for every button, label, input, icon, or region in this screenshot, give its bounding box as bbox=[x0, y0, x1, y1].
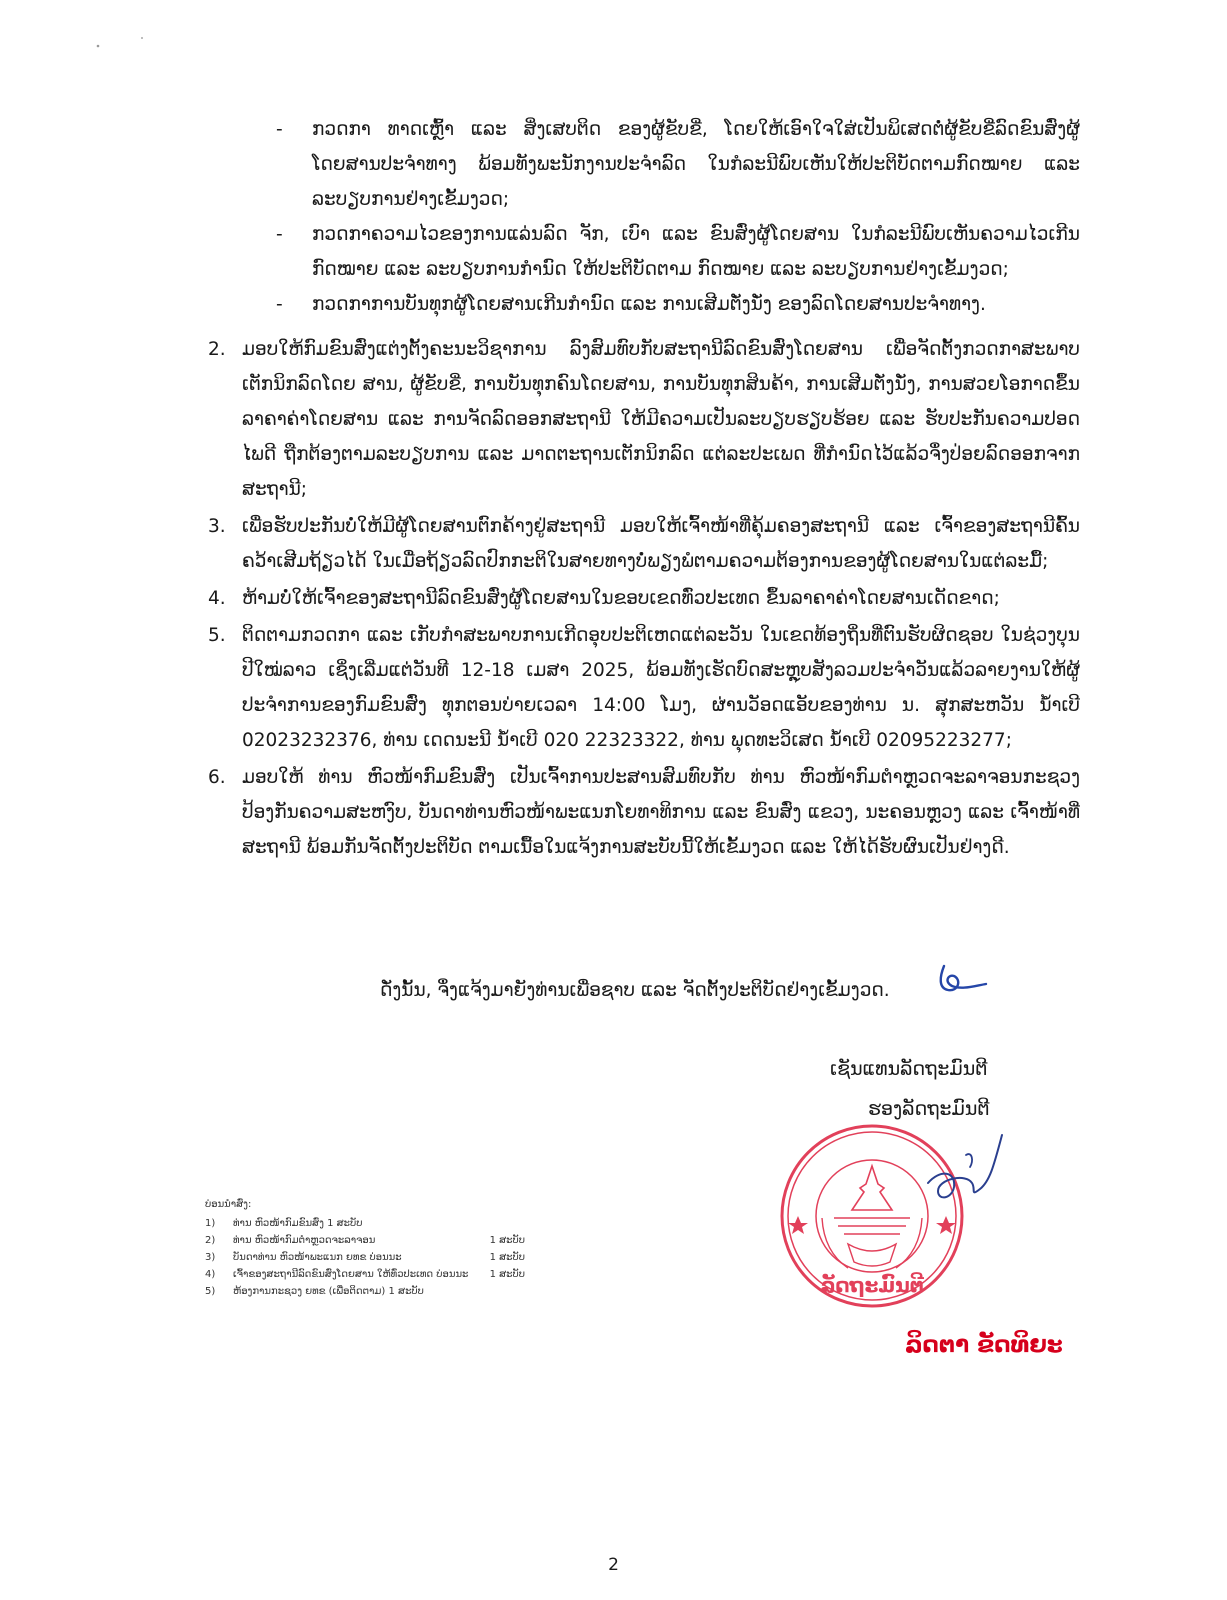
recipient-text: ຫ້ອງການກະຊວງ ຍທຂ (ເພື່ອຕິດຕາມ) 1 ສະບັບ bbox=[233, 1286, 424, 1297]
list-item bbox=[208, 509, 1080, 579]
handwritten-signature bbox=[920, 1125, 1020, 1235]
signatory-position: ຮອງລັດຖະມົນຕີ bbox=[868, 1098, 990, 1120]
recipient-row bbox=[205, 1232, 565, 1249]
bullet-text: ກວດກາຄວາມໄວຂອງການແລ່ນລົດ ຈັກ, ເບົາ ແລະ ຂົນສົ່ງຜູ້ໂດຍສານ ໃນກໍລະນີພົບເຫັນຄວາມໄວເກີນກົດໝາຍ ແລະ ລະບຽບການກຳນົດ ໃຫ້ປະຕິບັດຕາມ ກົດໝາຍ ແລະ ລະບຽບການຢ່າງເຂັ້ມງວດ; bbox=[312, 224, 1080, 280]
item-text: ເພື່ອຮັບປະກັນບໍ່ໃຫ້ມີຜູ້ໂດຍສານຕົກຄ້າງຢູ່ສະຖານີ ມອບໃຫ້ເຈົ້າໜ້າທີ່ຄຸ້ມຄອງສະຖານີ ແລະ ເຈົ້າຂອງສະຖານີຄົ້ນຄວ້າເສີມຖ້ຽວໄດ້ ໃນເມື່ອຖ້ຽວລົດປົກກະຕິໃນສາຍທາງບໍ່ພຽງພໍຕາມຄວາມຕ້ອງການຂອງຜູ້ໂດຍສານໃນແຕ່ລະມື້; bbox=[242, 516, 1080, 572]
signatory-name: ລິດຕາ ຂັດທິຍະ bbox=[905, 1332, 1063, 1358]
bullet-list bbox=[240, 112, 1080, 322]
item-number: 6. bbox=[208, 767, 226, 788]
item-text: ຕິດຕາມກວດກາ ແລະ ເກັບກຳສະພາບການເກີດອຸບປະຕິເຫດແຕ່ລະວັນ ໃນເຂດທ້ອງຖິ່ນທີ່ຕົນຮັບຜິດຊອບ ໃນຊ່ວງບຸນປີໃໝ່ລາວ ເຊິ່ງເລີ່ມແຕ່ວັນທີ 12-18 ເມສາ 2025, ພ້ອມທັງເຮັດບົດສະຫຼຸບສັງລວມປະຈຳວັນແລ້ວລາຍງານໃຫ້ຜູ້ປະຈຳການຂອງກົມຂົນສົ່ງ ທຸກຕອນບ່າຍເວລາ 14:00 ໂມງ, ຜ່ານວັອດແອັບຂອງທ່ານ ນ. ສຸກສະຫວັນ ນ້ຳເບີ 02023232376, ທ່ານ ເດດນະນີ ນ້ຳເບີ 020 22323322, ທ່ານ ພຸດທະວິເສດ ນ້ຳເບີ 02095223277; bbox=[242, 625, 1080, 751]
recipient-qty: 1 ສະບັບ bbox=[489, 1269, 525, 1280]
list-item bbox=[208, 581, 1080, 616]
bullet-item bbox=[240, 112, 1080, 217]
bullet-dash: - bbox=[276, 119, 283, 140]
bullet-text: ກວດກາການບັນທຸກຜູ້ໂດຍສານເກີນກຳນົດ ແລະ ການເສີມຕັ່ງນັ່ງ ຂອງລົດໂດຍສານປະຈຳທາງ. bbox=[312, 294, 986, 315]
item-number: 4. bbox=[208, 588, 226, 609]
recipient-number: 3) bbox=[205, 1252, 216, 1263]
item-number: 2. bbox=[208, 339, 226, 360]
list-item bbox=[208, 332, 1080, 507]
recipient-number: 2) bbox=[205, 1235, 216, 1246]
recipient-text: ເຈົ້າຂອງສະຖານີລົດຂົນສົ່ງໂດຍສານ ໃຫ້ທົ່ວປະເທດ ບ່ອນນະ bbox=[233, 1269, 469, 1280]
numbered-list bbox=[208, 332, 1080, 867]
page-number: 2 bbox=[608, 1555, 619, 1575]
item-text: ມອບໃຫ້ ທ່ານ ຫົວໜ້າກົມຂົນສົ່ງ ເປັນເຈົ້າການປະສານສົມທົບກັບ ທ່ານ ຫົວໜ້າກົມຕຳຫຼວດຈະລາຈອນກະຊວງປ້ອງກັນຄວາມສະຫງົບ, ບັນດາທ່ານຫົວໜ້າພະແນກໂຍທາທິການ ແລະ ຂົນສົ່ງ ແຂວງ, ນະຄອນຫຼວງ ແລະ ເຈົ້າໜ້າທີ່ສະຖານີ ພ້ອມກັນຈັດຕັ້ງປະຕິບັດ ຕາມເນື້ອໃນແຈ້ງການສະບັບນີ້ໃຫ້ເຂັ້ມງວດ ແລະ ໃຫ້ໄດ້ຮັບຜົນເປັນຢ່າງດີ. bbox=[242, 767, 1080, 858]
initial-mark bbox=[930, 958, 990, 1002]
bullet-dash: - bbox=[276, 294, 283, 315]
item-number: 3. bbox=[208, 516, 226, 537]
recipient-number: 1) bbox=[205, 1218, 216, 1229]
item-text: ຫ້າມບໍ່ໃຫ້ເຈົ້າຂອງສະຖານີລົດຂົນສົ່ງຜູ້ໂດຍສານໃນຂອບເຂດທົ່ວປະເທດ ຂຶ້ນລາຄາຄ່າໂດຍສານເດັດຂາດ; bbox=[242, 588, 1000, 609]
recipient-row bbox=[205, 1215, 565, 1232]
recipient-number: 5) bbox=[205, 1286, 216, 1297]
list-item bbox=[208, 760, 1080, 865]
recipient-text: ທ່ານ ຫົວໜ້າກົມຕຳຫຼວດຈະລາຈອນ bbox=[233, 1235, 376, 1246]
recipient-qty: 1 ສະບັບ bbox=[489, 1235, 525, 1246]
list-item bbox=[208, 618, 1080, 758]
recipient-heading: ບ່ອນນຳສົ່ງ: bbox=[205, 1199, 252, 1210]
recipient-text: ບັນດາທ່ານ ຫົວໜ້າພະແນກ ຍທຂ ບ່ອນນະ bbox=[233, 1252, 402, 1263]
item-text: ມອບໃຫ້ກົມຂົນສົ່ງແຕ່ງຕັ້ງຄະນະວິຊາການ ລົງສົມທົບກັບສະຖານີລົດຂົນສົ່ງໂດຍສານ ເພື່ອຈັດຕັ້ງກວດກາສະພາບເຕັກນິກລົດໂດຍ ສານ, ຜູ້ຂັບຂີ່, ການບັນທຸກຄົນໂດຍສານ, ການບັນທຸກສິນຄ້າ, ການເສີມຕັ່ງນັ່ງ, ການສວຍໂອກາດຂຶ້ນລາຄາຄ່າໂດຍສານ ແລະ ການຈັດລົດອອກສະຖານີ ໃຫ້ມີຄວາມເປັນລະບຽບຮຽບຮ້ອຍ ແລະ ຮັບປະກັນຄວາມປອດໄພດີ ຖືກຕ້ອງຕາມລະບຽບການ ແລະ ມາດຕະຖານເຕັກນິກລົດ ແຕ່ລະປະເພດ ທີ່ກຳນົດໄວ້ແລ້ວຈຶ່ງປ່ອຍລົດອອກຈາກສະຖານີ; bbox=[242, 339, 1080, 500]
closing-statement: ດັ່ງນັ້ນ, ຈຶ່ງແຈ້ງມາຍັງທ່ານເພື່ອຊາບ ແລະ ຈັດຕັ້ງປະຕິບັດຢ່າງເຂັ້ມງວດ. bbox=[380, 980, 890, 1001]
bullet-text: ກວດກາ ທາດເຫຼົ້າ ແລະ ສິ່ງເສບຕິດ ຂອງຜູ້ຂັບຂີ່, ໂດຍໃຫ້ເອົາໃຈໃສ່ເປັນພິເສດຕໍ່ຜູ້ຂັບຂີ່ລົດຂົນສົ່ງຜູ້ໂດຍສານປະຈຳທາງ ພ້ອມທັງພະນັກງານປະຈຳລົດ ໃນກໍລະນີພົບເຫັນໃຫ້ປະຕິບັດຕາມກົດໝາຍ ແລະ ລະບຽບການຢ່າງເຂັ້ມງວດ; bbox=[312, 119, 1080, 210]
recipient-row bbox=[205, 1266, 565, 1283]
recipient-row bbox=[205, 1283, 565, 1300]
scan-marks bbox=[80, 30, 160, 60]
recipient-list bbox=[205, 1196, 565, 1300]
recipient-text: ທ່ານ ຫົວໜ້າກົມຂົນສົ່ງ 1 ສະບັບ bbox=[233, 1218, 363, 1229]
recipient-number: 4) bbox=[205, 1269, 216, 1280]
seal-caption: ລັດຖະມົນຕີ bbox=[820, 1273, 924, 1297]
bullet-item bbox=[240, 217, 1080, 287]
bullet-dash: - bbox=[276, 224, 283, 245]
item-number: 5. bbox=[208, 625, 226, 646]
bullet-item bbox=[240, 287, 1080, 322]
signatory-title: ເຊັນແທນລັດຖະມົນຕີ bbox=[830, 1058, 988, 1080]
recipient-qty: 1 ສະບັບ bbox=[489, 1252, 525, 1263]
recipient-row bbox=[205, 1249, 565, 1266]
